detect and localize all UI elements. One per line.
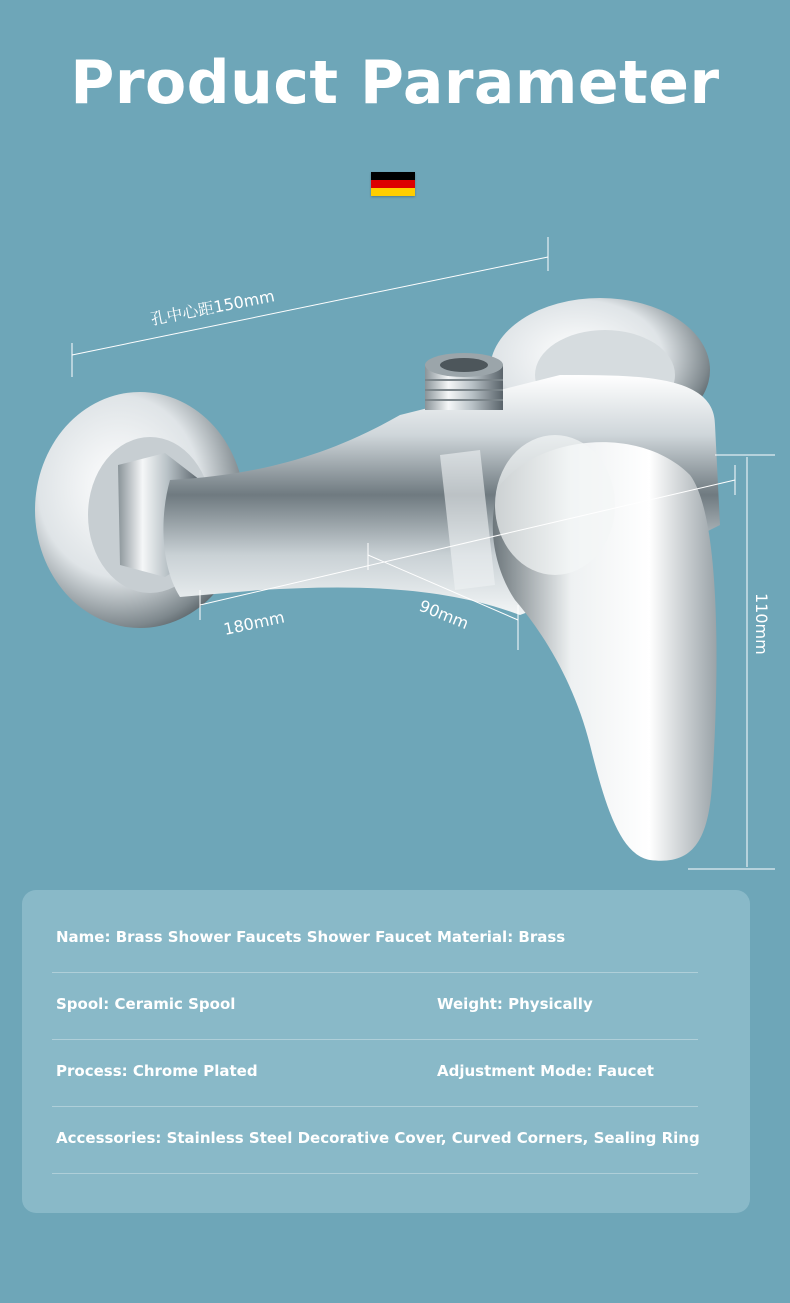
spec-weight: Weight: Physically	[437, 995, 593, 1013]
page-title: Product Parameter	[70, 48, 720, 118]
spec-row	[52, 906, 698, 973]
length-dimension-label: 180mm	[221, 607, 287, 639]
lever-handle	[493, 435, 717, 861]
spec-adjustment-mode: Adjustment Mode: Faucet	[437, 1062, 654, 1080]
faucet-dimension-diagram	[0, 225, 790, 885]
germany-flag-icon	[371, 172, 415, 196]
height-dimension-label: 110mm	[752, 593, 771, 655]
spec-row	[52, 973, 698, 1040]
hole-center-distance-label: 孔中心距150mm	[149, 286, 277, 329]
spec-accessories: Accessories: Stainless Steel Decorative Cover, Curved Corners, Sealing Ring	[56, 1129, 700, 1147]
spec-name: Name: Brass Shower Faucets Shower Faucet	[56, 928, 432, 946]
depth-dimension-label: 90mm	[416, 596, 472, 634]
spec-row	[52, 1040, 698, 1107]
spec-material: Material: Brass	[437, 928, 566, 946]
spec-spool: Spool: Ceramic Spool	[56, 995, 236, 1013]
spec-process: Process: Chrome Plated	[56, 1062, 258, 1080]
threaded-outlet	[425, 353, 503, 410]
spec-row	[52, 1107, 698, 1174]
